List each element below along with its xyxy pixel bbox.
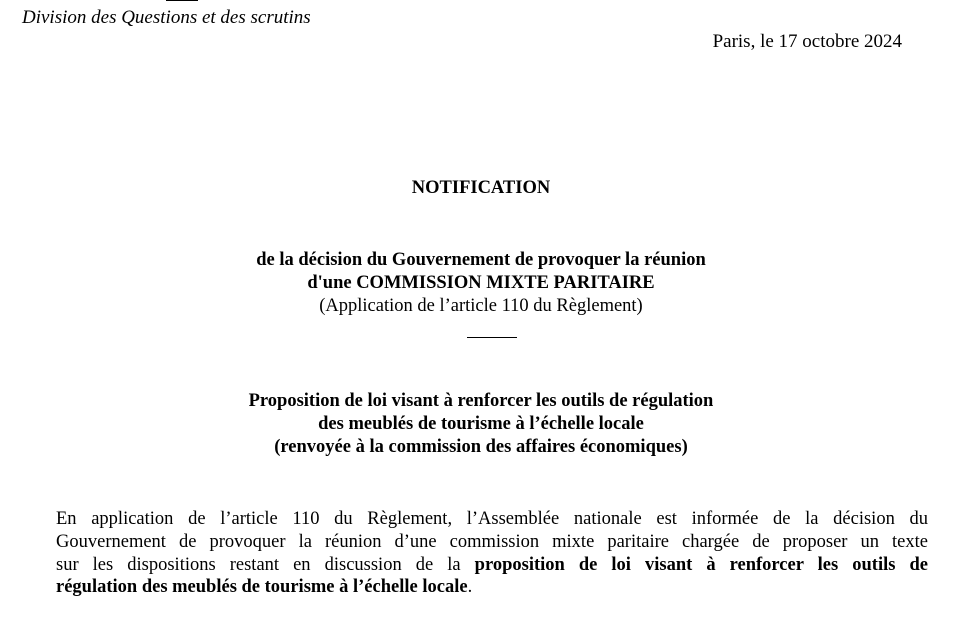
body-line-4-end: . — [467, 577, 473, 598]
proposition-line-2: des meublés de tourisme à l’échelle locale — [318, 414, 644, 434]
date-line: Paris, le 17 octobre 2024 — [712, 31, 902, 52]
decision-line-2: d'une COMMISSION MIXTE PARITAIRE — [307, 273, 655, 293]
body-paragraph — [56, 508, 928, 599]
decision-line-1: de la décision du Gouvernement de provoquer la réunion — [256, 250, 706, 270]
section-divider — [467, 337, 517, 338]
notification-title: NOTIFICATION — [411, 178, 551, 198]
division-label: Division des Questions et des scrutins — [22, 7, 311, 28]
body-line-2: Gouvernement de provoquer la réunion d’une commission mixte paritaire chargée de proposer un texte — [56, 531, 928, 552]
proposition-title — [0, 390, 962, 459]
body-line-4-bold: régulation des meublés de tourisme à l’échelle locale — [56, 577, 468, 598]
decision-block — [0, 249, 962, 318]
top-rule — [166, 0, 198, 1]
body-line-3-bold: proposition de loi visant à renforcer les outils de — [474, 554, 928, 575]
proposition-line-3: (renvoyée à la commission des affaires économiques) — [274, 437, 688, 457]
body-line-3-text: sur les dispositions restant en discussion de la — [56, 554, 475, 575]
proposition-line-1: Proposition de loi visant à renforcer les outils de régulation — [248, 391, 714, 411]
body-line-1: En application de l’article 110 du Règlement, l’Assemblée nationale est informée de la décision du — [56, 509, 928, 529]
body-line-3 — [56, 554, 928, 577]
application-note: (Application de l’article 110 du Règlement) — [319, 296, 643, 316]
body-line-4 — [56, 576, 928, 599]
